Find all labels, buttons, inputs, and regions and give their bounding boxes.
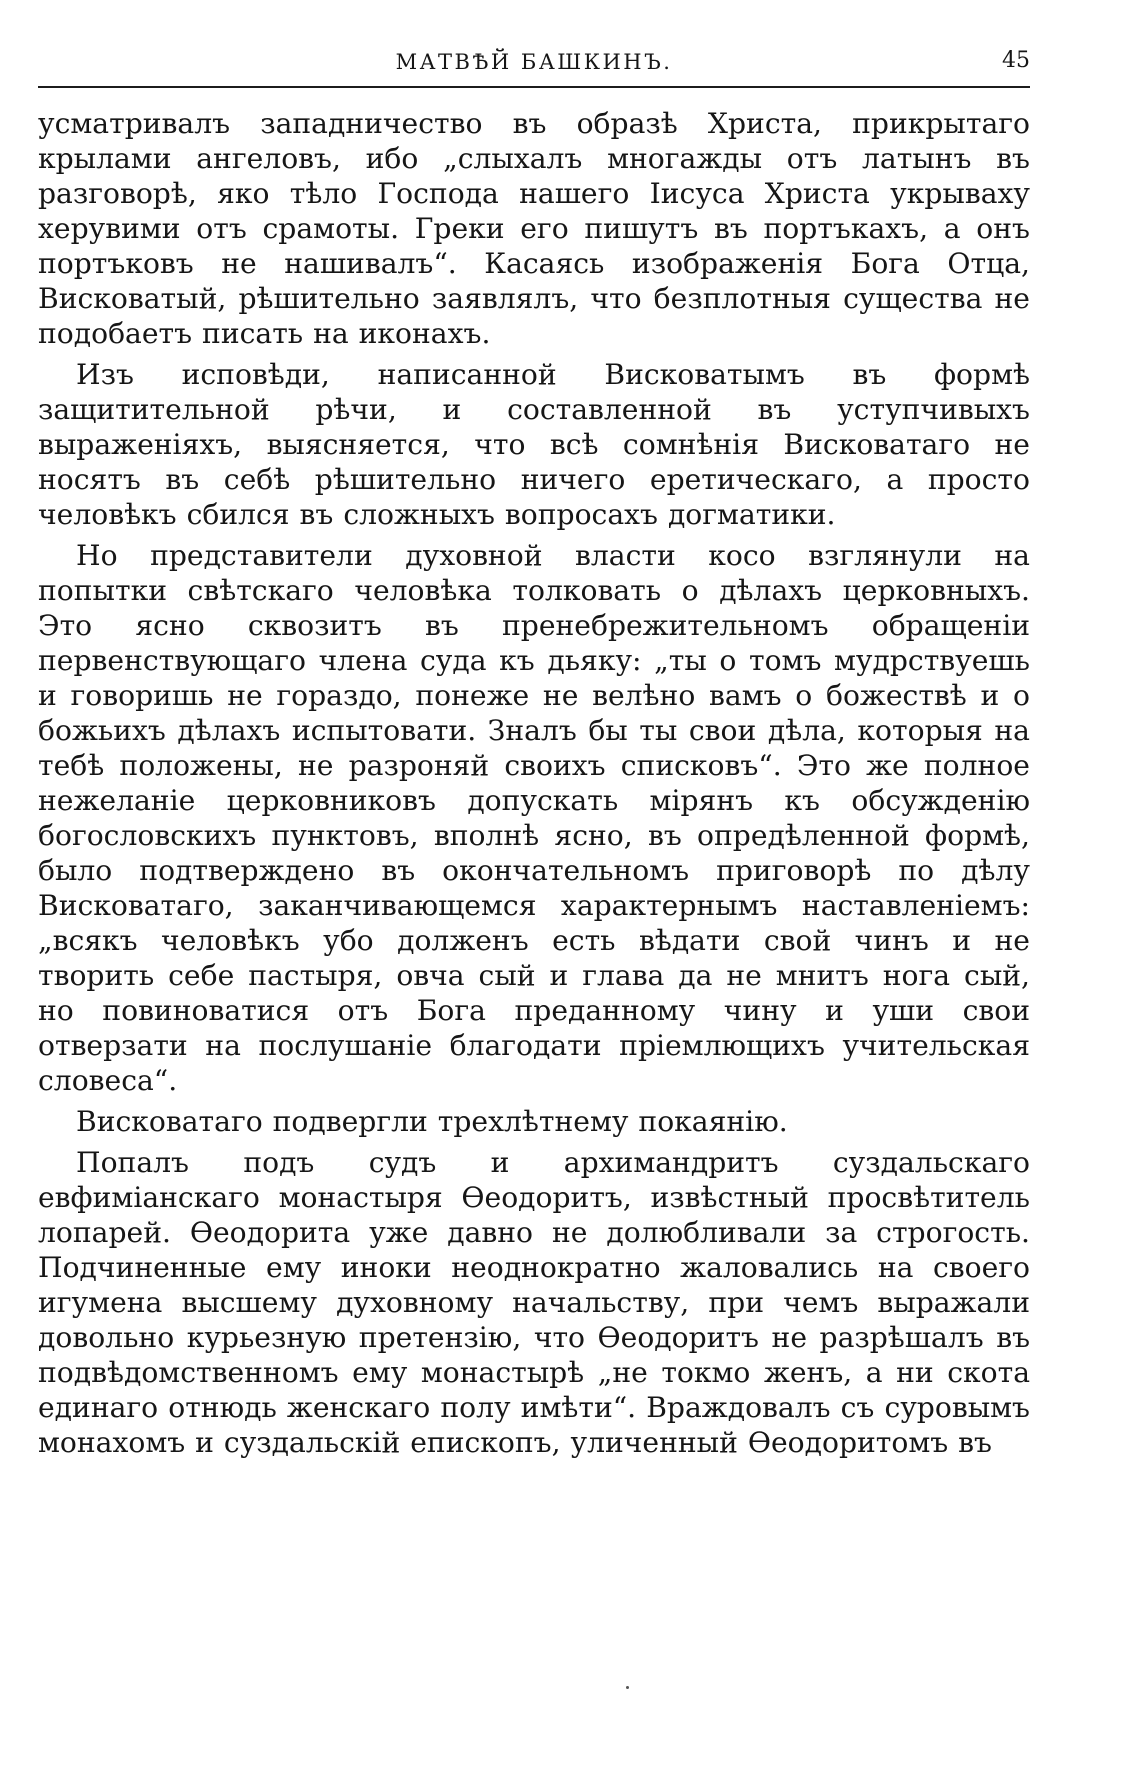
paragraph-3: Но представители духовной власти косо взглянули на попытки свѣтскаго человѣка толковать о дѣлахъ церковныхъ. Это ясно сквозитъ въ пренебрежительномъ обращеніи первенствующаго члена суда къ дьяку: „ты о томъ мудрствуешь и говоришь не гораздо, понеже не велѣно вамъ о божествѣ и о божьихъ дѣлахъ испытовати. Зналъ бы ты свои дѣла, которыя на тебѣ положены, не разроняй своихъ списковъ“. Это же полное нежеланіе церковниковъ допускать мірянъ къ обсужденію богословскихъ пунктовъ, вполнѣ ясно, въ опредѣленной формѣ, было подтверждено въ окончательномъ приговорѣ по дѣлу Висковатаго, заканчивающемся характернымъ наставленіемъ: „всякъ человѣкъ убо долженъ есть вѣдати свой чинъ и не творить себе пастыря, овча сый и глава да не мнитъ нога сый, но повиноватися отъ Бога преданному чину и уши свои отверзати на послушаніе благодати пріемлющихъ учительская словеса“. [38, 539, 1030, 1097]
body-text [38, 106, 1030, 1460]
paragraph-5: Попалъ подъ судъ и архимандритъ суздальскаго евфиміанскаго монастыря Ѳеодоритъ, извѣстный просвѣтитель лопарей. Ѳеодорита уже давно не долюбливали за строгость. Подчиненные ему иноки неоднократно жаловались на своего игумена высшему духовному начальству, при чемъ выражали довольно курьезную претензію, что Ѳеодоритъ не разрѣшалъ въ подвѣдомственномъ ему монастырѣ „не токмо женъ, а ни скота единаго отнюдь женскаго полу имѣти“. Враждовалъ съ суровымъ монахомъ и суздальскій епископъ, уличенный Ѳеодоритомъ въ [38, 1146, 1030, 1459]
page-number: 45 [1002, 48, 1030, 73]
book-page [38, 42, 1030, 1460]
paragraph-2: Изъ исповѣди, написанной Висковатымъ въ формѣ защитительной рѣчи, и составленной въ уступчивыхъ выраженіяхъ, выясняется, что всѣ сомнѣнія Висковатаго не носятъ въ себѣ рѣшительно ничего еретическаго, а просто человѣкъ сбился въ сложныхъ вопросахъ догматики. [38, 358, 1030, 531]
running-head [38, 42, 1030, 88]
paragraph-1: усматривалъ западничество въ образѣ Христа, прикрытаго крылами ангеловъ, ибо „слыхалъ многажды отъ латынъ въ разговорѣ, яко тѣло Господа нашего Іисуса Христа укрываху херувими отъ срамоты. Греки его пишутъ въ портъкахъ, а онъ портъковъ не нашивалъ“. Касаясь изображенія Бога Отца, Висковатый, рѣшительно заявлялъ, что безплотныя существа не подобаетъ писать на иконахъ. [38, 107, 1030, 350]
print-speck [626, 1686, 629, 1689]
paragraph-4: Висковатаго подвергли трехлѣтнему покаянію. [76, 1105, 788, 1138]
running-title: МАТВѢЙ БАШКИНЪ. [395, 50, 673, 74]
